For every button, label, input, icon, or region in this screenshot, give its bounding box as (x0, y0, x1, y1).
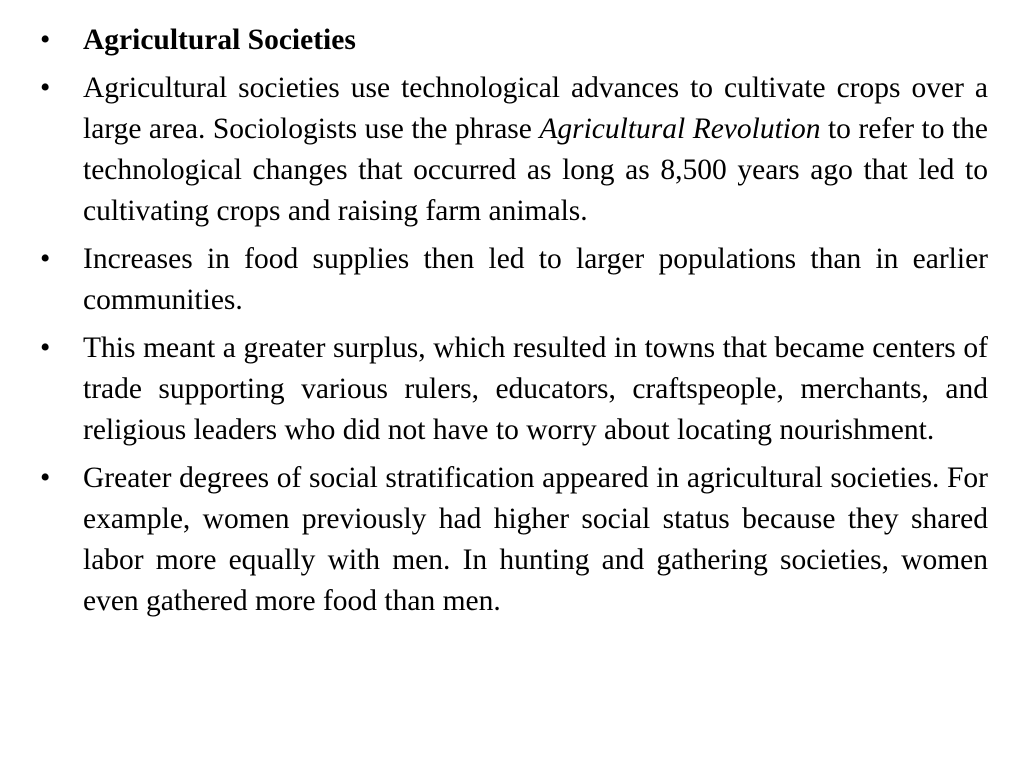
bullet-icon: • (40, 462, 51, 494)
bullet-item-food-supplies (40, 239, 988, 321)
paragraph-text: Increases in food supplies then led to larger populations than in earlier communities. (83, 243, 988, 316)
paragraph-text: Agricultural societies use technological advances to cultivate crops over a large area. Sociologists use the phrase (83, 72, 988, 145)
paragraph-text: Greater degrees of social stratification appeared in agricultural societies. For example, women previously had higher social status because they shared labor more equally with men. In hunting and gathering societies, women even gathered more food than men. (83, 462, 988, 617)
bullet-item-stratification (40, 458, 988, 622)
bullet-item-agricultural-revolution (40, 68, 988, 232)
bullet-icon: • (40, 332, 51, 364)
bullet-item-heading (40, 20, 988, 61)
slide-heading: Agricultural Societies (83, 24, 356, 56)
bullet-item-surplus (40, 328, 988, 451)
bullet-icon: • (40, 24, 51, 56)
bullet-icon: • (40, 72, 51, 104)
emphasized-term: Agricultural Revolution (539, 113, 821, 145)
bullet-icon: • (40, 243, 51, 275)
paragraph-text: to refer to the technological changes that occurred as long as 8,500 years ago that led to cultivating crops and raising farm animals. (83, 113, 988, 227)
bullet-list (40, 20, 988, 629)
paragraph-text: This meant a greater surplus, which resulted in towns that became centers of trade supporting various rulers, educators, craftspeople, merchants, and religious leaders who did not have to worry about locating nourishment. (83, 332, 988, 446)
